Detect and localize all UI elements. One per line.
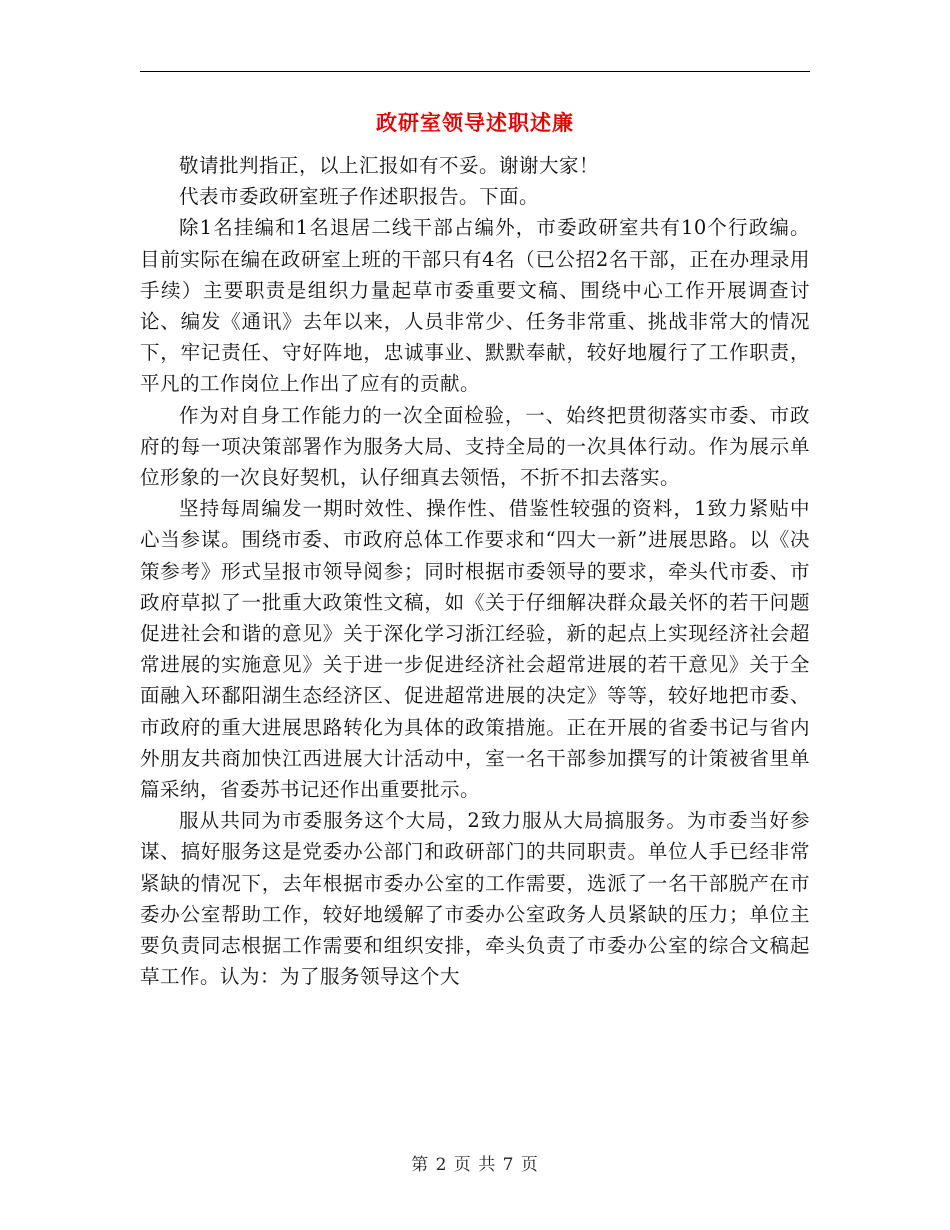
paragraph: 服从共同为市委服务这个大局，2致力服从大局搞服务。为市委当好参谋、搞好服务这是党委办公部门和政研部门的共同职责。单位人手已经非常紧缺的情况下，去年根据市委办公室的工作需要，选派了一名干部脱产在市委办公室帮助工作，较好地缓解了市委办公室政务人员紧缺的压力；单位主要负责同志根据工作需要和组织安排，牵头负责了市委办公室的综合文稿起草工作。认为：为了服务领导这个大: [140, 809, 810, 989]
header-rule: [140, 71, 810, 72]
page-number: 第 2 页 共 7 页: [411, 1155, 539, 1175]
paragraph: 作为对自身工作能力的一次全面检验，一、始终把贯彻落实市委、市政府的每一项决策部署作为服务大局、支持全局的一次具体行动。作为展示单位形象的一次良好契机，认仔细真去领悟，不折不扣去落实。: [140, 403, 810, 490]
document-body: [140, 150, 810, 992]
paragraph: 除1名挂编和1名退居二线干部占编外，市委政研室共有10个行政编。目前实际在编在政研室上班的干部只有4名（已公招2名干部，正在办理录用手续）主要职责是组织力量起草市委重要文稿、围绕中心工作开展调查讨论、编发《通讯》去年以来，人员非常少、任务非常重、挑战非常大的情况下，牢记责任、守好阵地，忠诚事业、默默奉献，较好地履行了工作职责，平凡的工作岗位上作出了应有的贡献。: [140, 216, 810, 396]
paragraph: 代表市委政研室班子作述职报告。下面。: [179, 185, 540, 209]
document-title: 政研室领导述职述廉: [376, 111, 574, 135]
paragraph: 敬请批判指正，以上汇报如有不妥。谢谢大家！: [179, 154, 600, 177]
paragraph: 坚持每周编发一期时效性、操作性、借鉴性较强的资料，1致力紧贴中心当参谋。围绕市委、市政府总体工作要求和“四大一新”进展思路。以《决策参考》形式呈报市领导阅参；同时根据市委领导的要求，牵头代市委、市政府草拟了一批重大政策性文稿，如《关于仔细解决群众最关怀的若干问题促进社会和谐的意见》关于深化学习浙江经验，新的起点上实现经济社会超常进展的实施意见》关于进一步促进经济社会超常进展的若干意见》关于全面融入环鄱阳湖生态经济区、促进超常进展的决定》等等，较好地把市委、市政府的重大进展思路转化为具体的政策措施。正在开展的省委书记与省内外朋友共商加快江西进展大计活动中，室一名干部参加撰写的计策被省里单篇采纳，省委苏书记还作出重要批示。: [140, 497, 810, 802]
